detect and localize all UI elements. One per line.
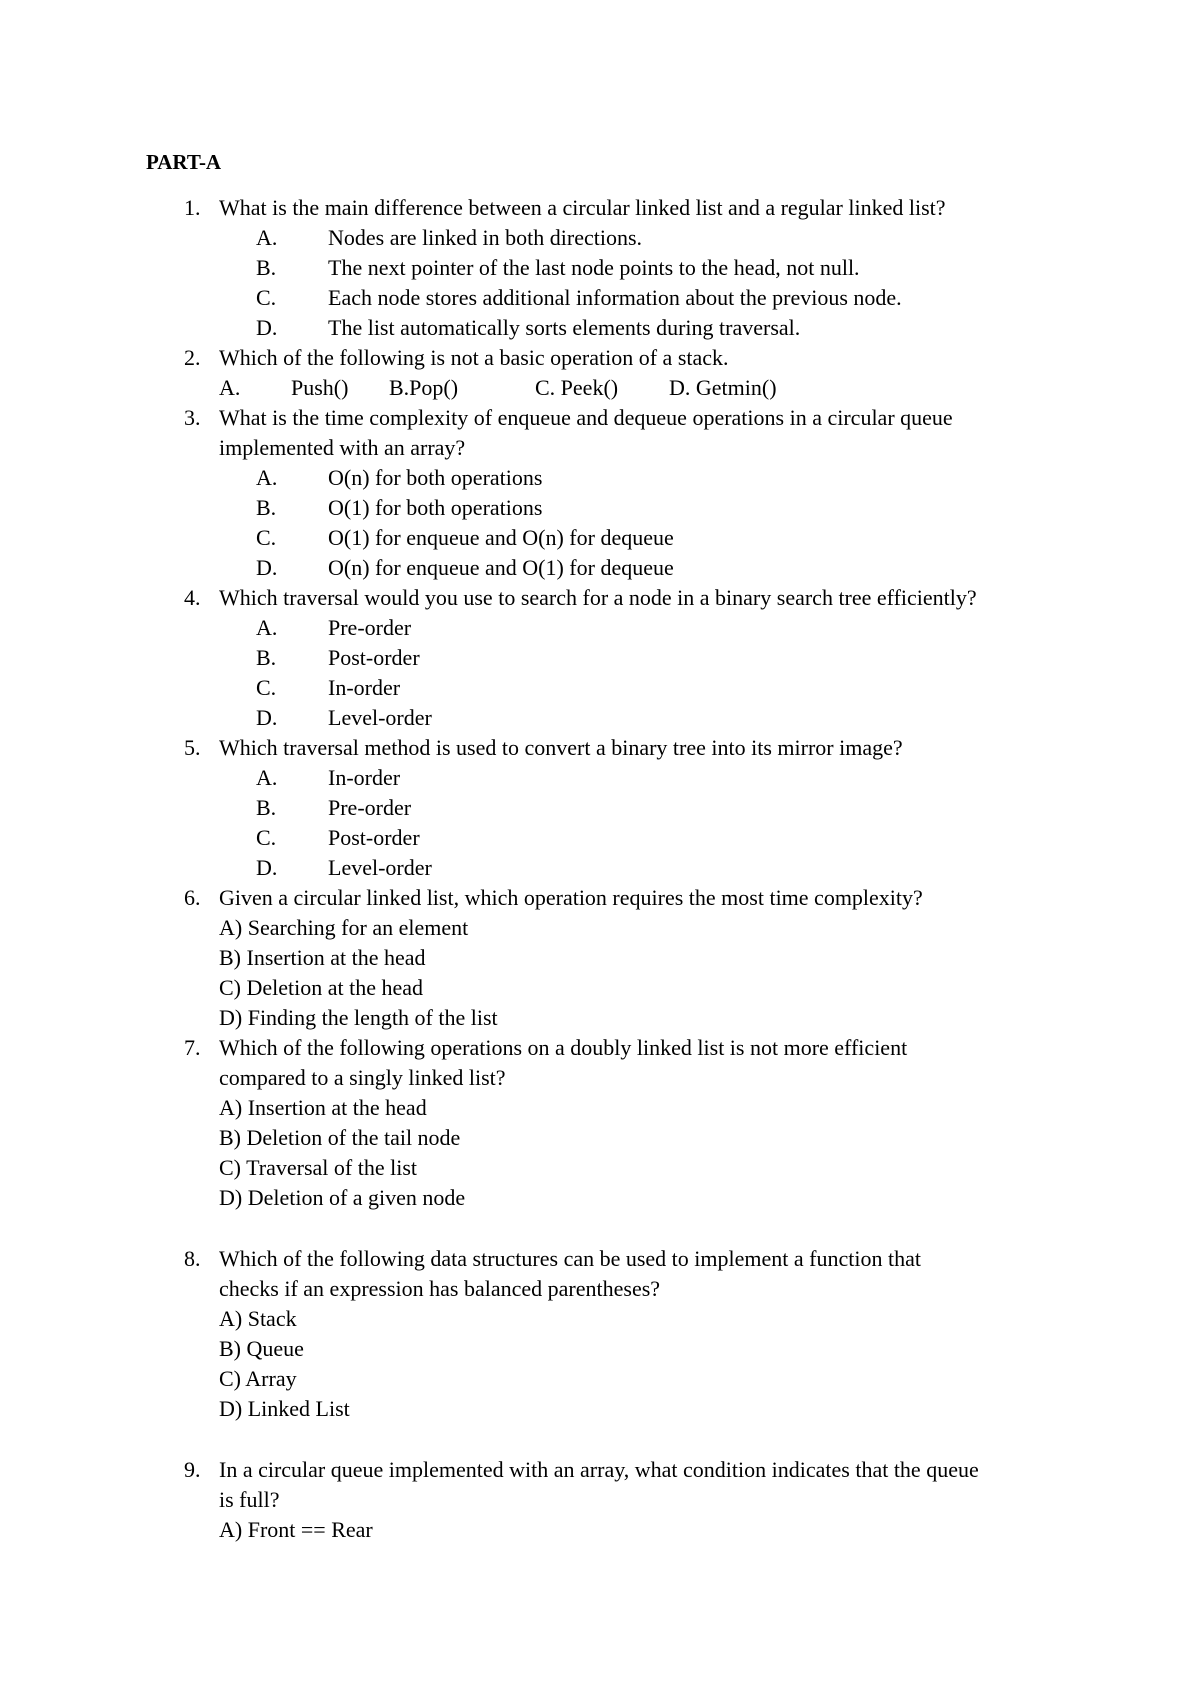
answer-option: C) Array (219, 1366, 297, 1391)
option-letter: C. (256, 675, 277, 700)
question-text: is full? (219, 1487, 280, 1512)
option-text: Post-order (328, 645, 420, 670)
option-letter: C. (256, 285, 277, 310)
option-letter: A. (256, 765, 278, 790)
option-text: Pre-order (328, 615, 412, 640)
option-text: Level-order (328, 705, 432, 730)
answer-option: B) Insertion at the head (219, 945, 426, 970)
option-text: O(n) for enqueue and O(1) for dequeue (328, 555, 674, 580)
question-text: Which of the following data structures can be used to implement a function that (219, 1246, 921, 1271)
option-text: In-order (328, 765, 401, 790)
answer-option: B) Queue (219, 1336, 304, 1361)
question-number: 2. (184, 345, 201, 370)
inline-option: Push() (291, 375, 349, 400)
option-letter: B. (256, 255, 277, 280)
inline-option: C. Peek() (535, 375, 619, 400)
option-letter: B. (256, 795, 277, 820)
option-letter: A. (256, 225, 278, 250)
answer-option: A) Insertion at the head (219, 1095, 427, 1120)
question-number: 1. (184, 195, 201, 220)
option-text: O(1) for both operations (328, 495, 543, 520)
option-text: Level-order (328, 855, 432, 880)
question-number: 9. (184, 1457, 201, 1482)
option-letter: A. (256, 465, 278, 490)
question-text: compared to a singly linked list? (219, 1065, 506, 1090)
option-text: Post-order (328, 825, 420, 850)
inline-option: A. (219, 375, 241, 400)
option-letter: D. (256, 555, 278, 580)
option-text: Pre-order (328, 795, 412, 820)
option-letter: B. (256, 495, 277, 520)
option-letter: D. (256, 705, 278, 730)
option-text: O(n) for both operations (328, 465, 543, 490)
answer-option: D) Deletion of a given node (219, 1185, 466, 1210)
question-text: What is the time complexity of enqueue and dequeue operations in a circular queue (219, 405, 953, 430)
question-text: In a circular queue implemented with an array, what condition indicates that the queue (219, 1457, 979, 1482)
answer-option: C) Traversal of the list (219, 1155, 417, 1180)
question-text: Which of the following operations on a doubly linked list is not more efficient (219, 1035, 908, 1060)
question-text: Given a circular linked list, which operation requires the most time complexity? (219, 885, 923, 910)
inline-option: D. Getmin() (669, 375, 777, 400)
option-text: Nodes are linked in both directions. (328, 225, 643, 250)
option-text: The list automatically sorts elements during traversal. (328, 315, 801, 340)
question-text: Which traversal would you use to search for a node in a binary search tree efficiently? (219, 585, 977, 610)
option-letter: C. (256, 525, 277, 550)
option-text: Each node stores additional information about the previous node. (328, 285, 902, 310)
answer-option: D) Linked List (219, 1396, 350, 1421)
question-number: 5. (184, 735, 201, 760)
question-text: checks if an expression has balanced parentheses? (219, 1276, 661, 1301)
answer-option: B) Deletion of the tail node (219, 1125, 461, 1150)
option-letter: B. (256, 645, 277, 670)
option-text: The next pointer of the last node points to the head, not null. (328, 255, 860, 280)
question-text: Which of the following is not a basic operation of a stack. (219, 345, 729, 370)
inline-option: B.Pop() (389, 375, 459, 400)
question-number: 6. (184, 885, 201, 910)
option-letter: C. (256, 825, 277, 850)
option-letter: D. (256, 855, 278, 880)
question-text: implemented with an array? (219, 435, 466, 460)
answer-option: C) Deletion at the head (219, 975, 424, 1000)
option-text: In-order (328, 675, 401, 700)
section-heading: PART-A (146, 150, 222, 174)
answer-option: A) Front == Rear (219, 1517, 373, 1542)
answer-option: D) Finding the length of the list (219, 1005, 498, 1030)
option-text: O(1) for enqueue and O(n) for dequeue (328, 525, 674, 550)
question-text: Which traversal method is used to convert a binary tree into its mirror image? (219, 735, 903, 760)
answer-option: A) Stack (219, 1306, 297, 1331)
option-letter: D. (256, 315, 278, 340)
question-text: What is the main difference between a circular linked list and a regular linked list? (219, 195, 946, 220)
question-number: 8. (184, 1246, 201, 1271)
answer-option: A) Searching for an element (219, 915, 469, 940)
option-letter: A. (256, 615, 278, 640)
question-number: 7. (184, 1035, 201, 1060)
question-number: 3. (184, 405, 201, 430)
question-number: 4. (184, 585, 201, 610)
